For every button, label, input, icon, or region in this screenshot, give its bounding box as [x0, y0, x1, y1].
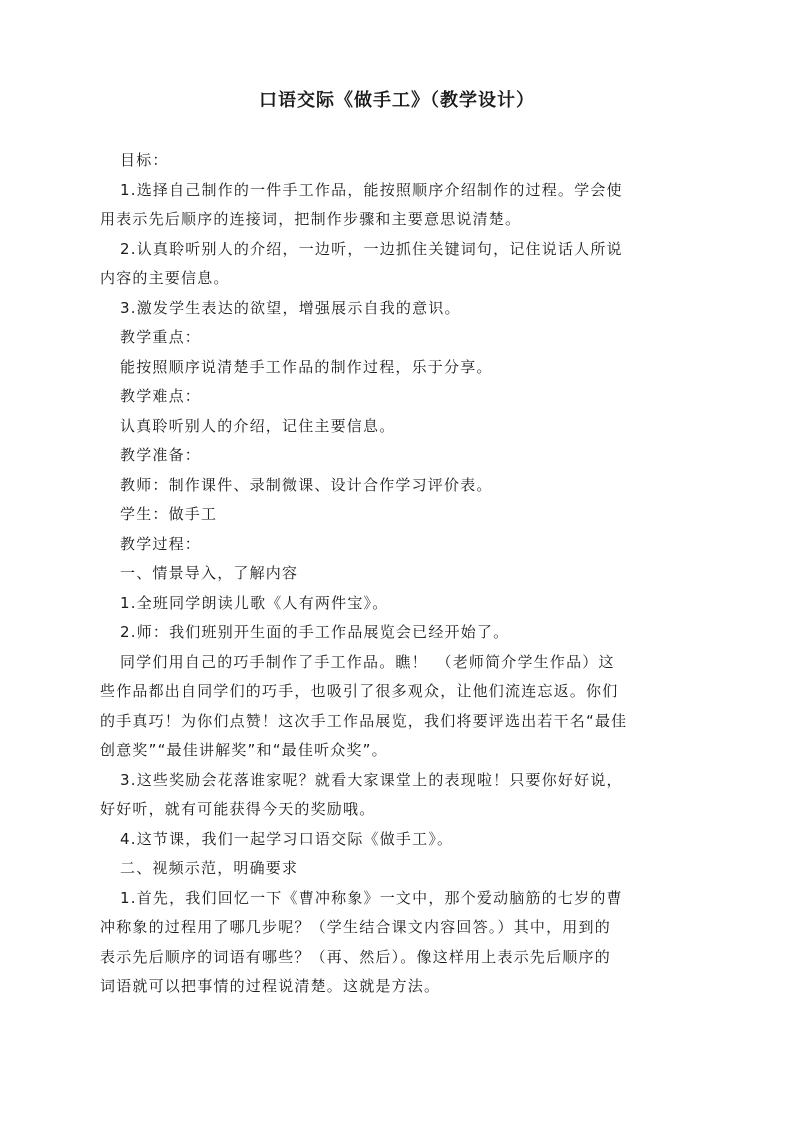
paragraph-line: 3.这些奖励会花落谁家呢？就看大家课堂上的表现啦！只要你好好说，: [120, 770, 623, 789]
paragraph-line: 教学重点：: [120, 328, 202, 346]
paragraph-line: 教学准备：: [120, 446, 202, 464]
paragraph-line: 2.师：我们班别开生面的手工作品展览会已经开始了。: [120, 623, 510, 641]
paragraph-line: 内容的主要信息。: [100, 269, 230, 287]
document-body: [100, 146, 700, 1002]
paragraph-line: 教师：制作课件、录制微课、设计合作学习评价表。: [120, 475, 493, 494]
paragraph-line: 2.认真聆听别人的介绍，一边听，一边抓住关键词句，记住说话人所说: [120, 239, 623, 258]
paragraph-line: 3.激发学生表达的欲望，增强展示自我的意识。: [120, 298, 461, 317]
paragraph-line: 目标：: [120, 151, 169, 169]
paragraph-line: 学生：做手工: [120, 505, 218, 523]
paragraph-line: 些作品都出自同学们的巧手，也吸引了很多观众，让他们流连忘返。你们: [100, 682, 619, 700]
paragraph-line: 1.首先，我们回忆一下《曹冲称象》一文中，那个爱动脑筋的七岁的曹: [120, 888, 623, 907]
paragraph-line: 同学们用自己的巧手制作了手工作品。瞧！ （老师简介学生作品）这: [120, 652, 615, 671]
paragraph-line: 能按照顺序说清楚手工作品的制作过程，乐于分享。: [120, 357, 493, 376]
paragraph-line: 好好听，就有可能获得今天的奖励哦。: [100, 800, 376, 818]
paragraph-line: 冲称象的过程用了哪几步呢？（学生结合课文内容回答。）其中，用到的: [100, 918, 611, 936]
paragraph-line: 的手真巧！为你们点赞！这次手工作品展览，我们将要评选出若干名“最佳: [100, 711, 628, 730]
paragraph-line: 二、视频示范，明确要求: [120, 859, 299, 877]
paragraph-line: 教学难点：: [120, 387, 202, 405]
paragraph-line: 教学过程：: [120, 534, 202, 553]
paragraph-line: 用表示先后顺序的连接词，把制作步骤和主要意思说清楚。: [100, 210, 522, 228]
paragraph-line: 1.全班同学朗读儿歌《人有两件宝》。: [120, 593, 389, 612]
paragraph-line: 表示先后顺序的词语有哪些？（再、然后）。像这样用上表示先后顺序的: [100, 947, 611, 966]
paragraph-line: 认真聆听别人的介绍，记住主要信息。: [120, 416, 396, 435]
paragraph-line: 词语就可以把事情的过程说清楚。这就是方法。: [100, 977, 441, 995]
paragraph-line: 1.选择自己制作的一件手工作品，能按照顺序介绍制作的过程。学会使: [120, 180, 623, 199]
paragraph-line: 一、情景导入，了解内容: [120, 564, 299, 582]
paragraph-line: 创意奖”“最佳讲解奖”和“最佳听众奖”。: [100, 741, 388, 759]
document-title: 口语交际《做手工》（教学设计）: [259, 90, 535, 111]
paragraph-line: 4.这节课，我们一起学习口语交际《做手工》。: [120, 829, 454, 848]
